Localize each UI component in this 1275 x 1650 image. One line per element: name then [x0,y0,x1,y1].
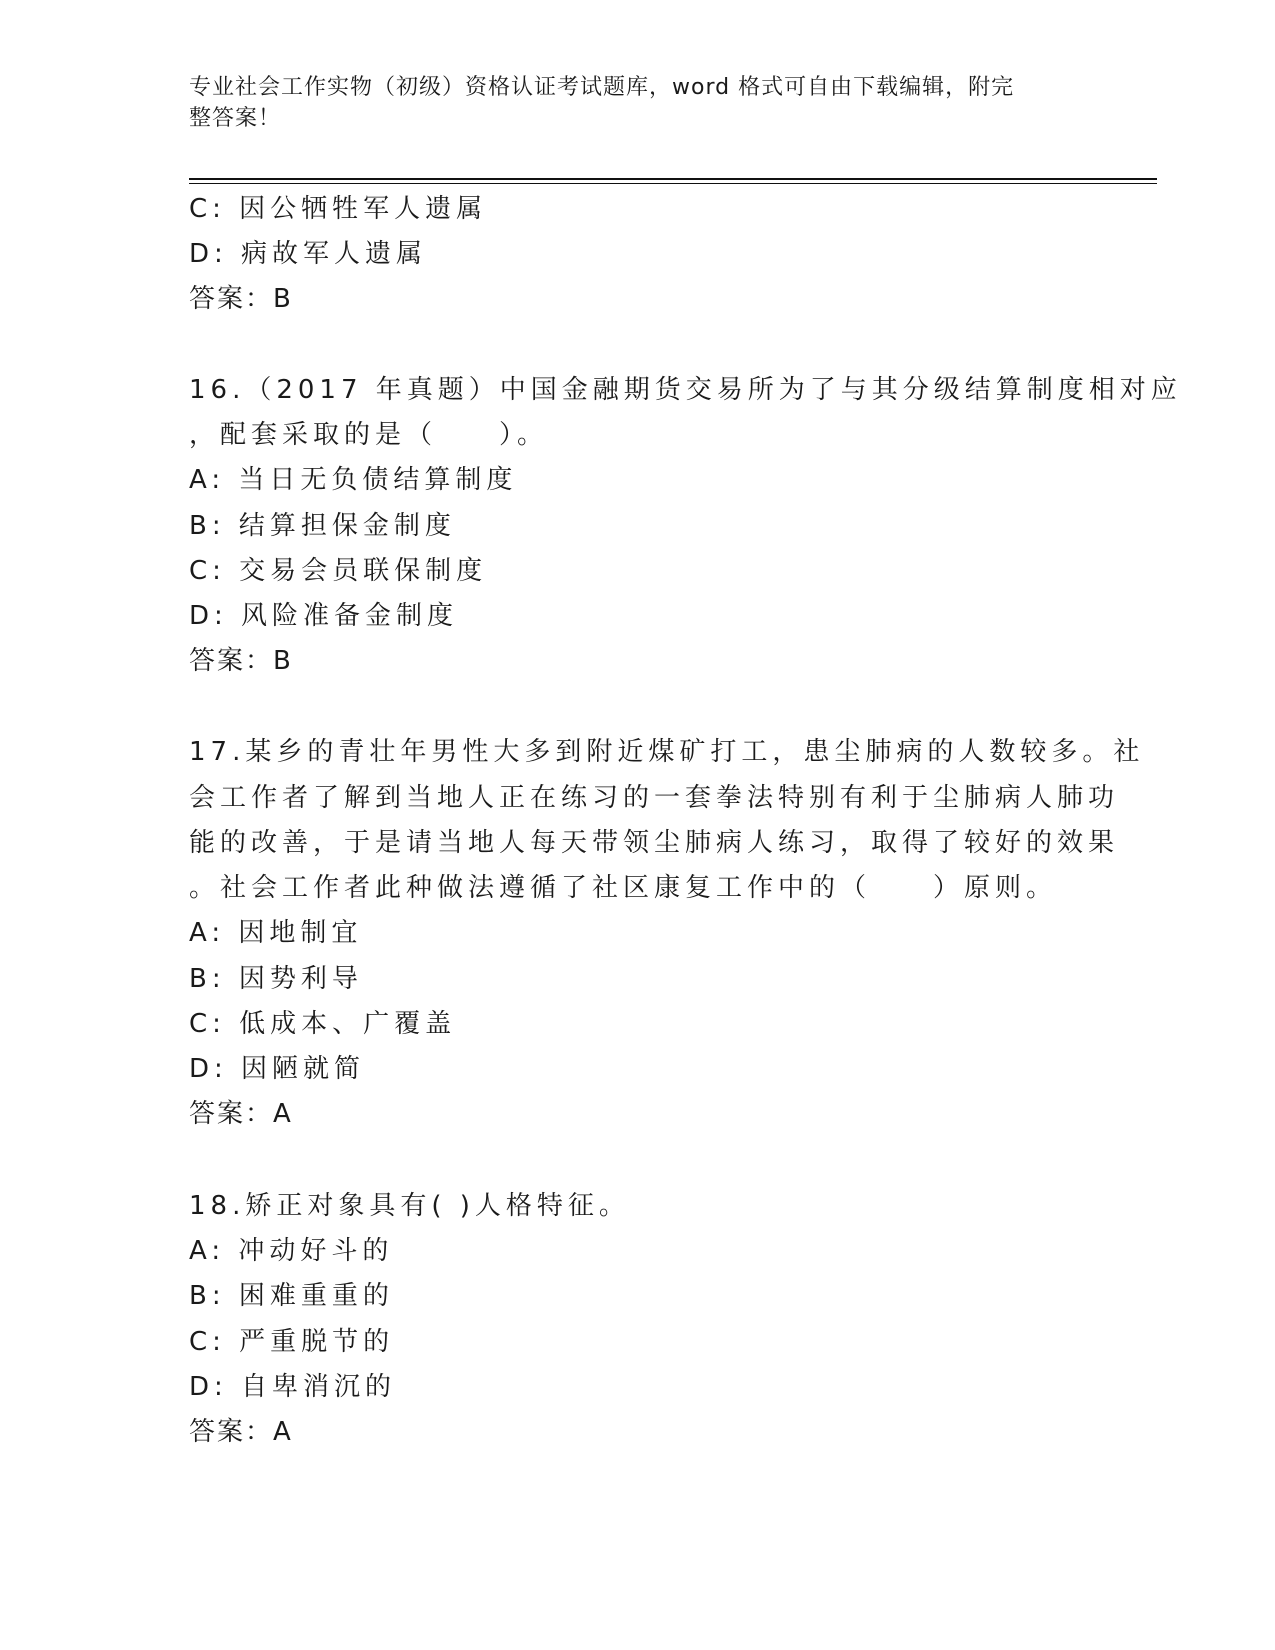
header-line-2: 整答案！ [189,106,282,131]
q15-answer: 答案：B [189,284,293,314]
header-line-1: 专业社会工作实物（初级）资格认证考试题库，word 格式可自由下载编辑，附完 [189,75,1015,100]
header-divider-thin [189,183,1157,184]
q15-option-d: D: 病故军人遗属 [189,239,428,269]
q16-option-a: A: 当日无负债结算制度 [189,465,518,495]
q16-answer: 答案：B [189,646,293,676]
q18-option-b: B: 困难重重的 [189,1281,394,1311]
q18-stem-line-1: 18.矫正对象具有( )人格特征。 [189,1191,630,1221]
q17-option-a: A: 因地制宜 [189,918,363,948]
document-header [189,72,1069,134]
q16-option-d: D: 风险准备金制度 [189,601,459,631]
q15-option-c: C: 因公牺牲军人遗属 [189,194,488,224]
q18-option-a: A: 冲动好斗的 [189,1236,394,1266]
q18-answer: 答案：A [189,1417,293,1447]
q17-option-b: B: 因势利导 [189,964,363,994]
q17-answer: 答案：A [189,1099,293,1129]
q16-stem-line-2: ，配套采取的是（ ）。 [189,420,549,450]
q17-option-c: C: 低成本、广覆盖 [189,1009,457,1039]
q16-stem-line-1: 16.（2017 年真题）中国金融期货交易所为了与其分级结算制度相对应 [189,375,1182,405]
q16-option-c: C: 交易会员联保制度 [189,556,488,586]
q17-stem-line-2: 会工作者了解到当地人正在练习的一套拳法特别有利于尘肺病人肺功 [189,783,1120,813]
q17-stem-line-4: 。社会工作者此种做法遵循了社区康复工作中的（ ）原则。 [189,873,1058,903]
q18-option-d: D: 自卑消沉的 [189,1372,397,1402]
q17-stem-line-1: 17.某乡的青壮年男性大多到附近煤矿打工，患尘肺病的人数较多。社 [189,737,1145,767]
q16-option-b: B: 结算担保金制度 [189,511,456,541]
header-divider-thick [189,178,1157,180]
q17-option-d: D: 因陋就简 [189,1054,366,1084]
q18-option-c: C: 严重脱节的 [189,1327,395,1357]
q17-stem-line-3: 能的改善，于是请当地人每天带领尘肺病人练习，取得了较好的效果 [189,828,1120,858]
